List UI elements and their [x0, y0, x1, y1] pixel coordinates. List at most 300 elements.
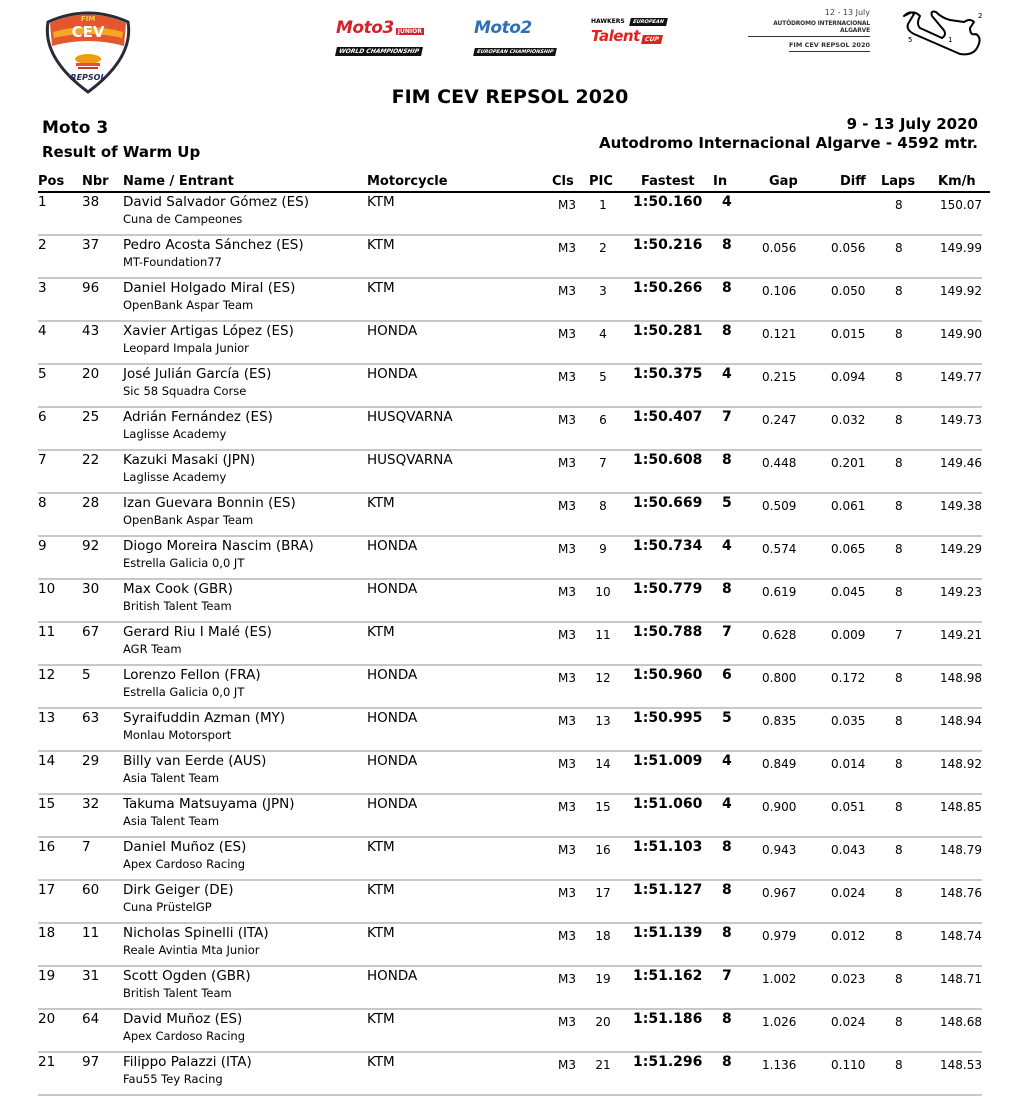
diff: 0.014	[831, 757, 866, 771]
row-pos: 19	[38, 968, 56, 984]
speed-kmh: 149.92	[940, 284, 982, 298]
table-header	[38, 174, 990, 193]
fastest-lap: 1:51.139	[633, 925, 703, 941]
laps: 8	[895, 241, 903, 255]
rider-name: Adrián Fernández (ES)	[123, 409, 273, 425]
class: M3	[558, 800, 576, 814]
header-motorcycle: Motorcycle	[367, 174, 448, 189]
motorcycle: HONDA	[367, 581, 418, 597]
position-in-class: 19	[595, 972, 611, 986]
entrant-team: Monlau Motorsport	[123, 728, 232, 742]
gap: 0.574	[762, 542, 797, 556]
speed-kmh: 149.99	[940, 241, 982, 255]
class: M3	[558, 284, 576, 298]
row-pos: 14	[38, 753, 56, 769]
fastest-lap-number: 8	[722, 581, 732, 597]
table-row	[38, 365, 982, 408]
fastest-lap-number: 8	[722, 839, 732, 855]
laps: 8	[895, 843, 903, 857]
row-pos: 6	[38, 409, 47, 425]
table-row	[38, 279, 982, 322]
gap: 0.967	[762, 886, 797, 900]
entrant-team: Laglisse Academy	[123, 470, 227, 484]
position-in-class: 11	[595, 628, 611, 642]
table-row	[38, 838, 982, 881]
header-gap: Gap	[769, 174, 798, 189]
fastest-lap-number: 8	[722, 237, 732, 253]
diff: 0.023	[831, 972, 866, 986]
gap: 1.026	[762, 1015, 797, 1029]
class: M3	[558, 714, 576, 728]
position-in-class: 16	[595, 843, 611, 857]
laps: 7	[895, 628, 903, 642]
entrant-team: MT-Foundation77	[123, 255, 222, 269]
speed-kmh: 148.94	[940, 714, 982, 728]
table-row	[38, 408, 982, 451]
moto2-european-logo: Moto2 EUROPEAN CHAMPIONSHIP	[474, 18, 574, 52]
series-logos	[336, 18, 686, 55]
gap: 0.121	[762, 327, 797, 341]
header-pic: PIC	[589, 174, 613, 189]
gap: 0.448	[762, 456, 797, 470]
rider-name: David Salvador Gómez (ES)	[123, 194, 309, 210]
class: M3	[558, 542, 576, 556]
motorcycle: HONDA	[367, 753, 418, 769]
track-map	[890, 6, 990, 58]
motorcycle: KTM	[367, 882, 395, 898]
fastest-lap-number: 7	[722, 409, 732, 425]
position-in-class: 10	[595, 585, 611, 599]
gap: 0.106	[762, 284, 797, 298]
event-dates: 9 - 13 July 2020	[846, 115, 978, 133]
rider-name: Takuma Matsuyama (JPN)	[123, 796, 295, 812]
class: M3	[558, 843, 576, 857]
svg-text:1: 1	[948, 36, 953, 44]
diff: 0.012	[831, 929, 866, 943]
position-in-class: 5	[599, 370, 607, 384]
rider-name: Dirk Geiger (DE)	[123, 882, 234, 898]
motorcycle: KTM	[367, 1011, 395, 1027]
diff: 0.032	[831, 413, 866, 427]
class: M3	[558, 241, 576, 255]
class: M3	[558, 327, 576, 341]
fastest-lap-number: 8	[722, 882, 732, 898]
position-in-class: 18	[595, 929, 611, 943]
motorcycle: HONDA	[367, 366, 418, 382]
entrant-team: Laglisse Academy	[123, 427, 227, 441]
gap: 0.900	[762, 800, 797, 814]
svg-text:2: 2	[978, 12, 983, 20]
table-body	[38, 193, 990, 1096]
rider-name: Billy van Eerde (AUS)	[123, 753, 267, 769]
position-in-class: 12	[595, 671, 611, 685]
gap: 0.509	[762, 499, 797, 513]
results-table	[38, 174, 990, 1096]
track-outline-icon	[890, 6, 990, 58]
motorcycle: KTM	[367, 624, 395, 640]
speed-kmh: 148.92	[940, 757, 982, 771]
laps: 8	[895, 1058, 903, 1072]
event-badge	[748, 8, 870, 52]
diff: 0.065	[831, 542, 866, 556]
laps: 8	[895, 972, 903, 986]
row-pos: 3	[38, 280, 47, 296]
rider-name: Kazuki Masaki (JPN)	[123, 452, 256, 468]
row-number: 32	[82, 796, 100, 812]
diff: 0.050	[831, 284, 866, 298]
cev-shield-icon	[40, 8, 136, 96]
laps: 8	[895, 327, 903, 341]
svg-text:CEV: CEV	[71, 23, 105, 41]
laps: 8	[895, 585, 903, 599]
motorcycle: KTM	[367, 194, 395, 210]
fastest-lap: 1:51.060	[633, 796, 703, 812]
table-row	[38, 537, 982, 580]
fastest-lap: 1:50.281	[633, 323, 703, 339]
row-number: 96	[82, 280, 100, 296]
rider-name: Daniel Muñoz (ES)	[123, 839, 247, 855]
fastest-lap: 1:50.669	[633, 495, 703, 511]
row-number: 28	[82, 495, 100, 511]
rider-name: Daniel Holgado Miral (ES)	[123, 280, 296, 296]
rider-name: José Julián García (ES)	[123, 366, 272, 382]
position-in-class: 3	[599, 284, 607, 298]
table-row	[38, 451, 982, 494]
rider-name: David Muñoz (ES)	[123, 1011, 243, 1027]
speed-kmh: 148.79	[940, 843, 982, 857]
row-pos: 16	[38, 839, 56, 855]
gap: 1.136	[762, 1058, 797, 1072]
fastest-lap: 1:51.162	[633, 968, 703, 984]
diff: 0.024	[831, 886, 866, 900]
position-in-class: 17	[595, 886, 611, 900]
entrant-team: British Talent Team	[123, 986, 232, 1000]
row-pos: 13	[38, 710, 56, 726]
fastest-lap: 1:50.216	[633, 237, 703, 253]
table-row	[38, 1053, 982, 1096]
row-pos: 17	[38, 882, 56, 898]
moto3-junior-logo: Moto3 JUNIOR WORLD CHAMPIONSHIP	[336, 18, 422, 55]
gap: 0.056	[762, 241, 797, 255]
header-name: Name / Entrant	[123, 174, 234, 189]
motorcycle: KTM	[367, 925, 395, 941]
row-number: 25	[82, 409, 100, 425]
fastest-lap-number: 7	[722, 968, 732, 984]
diff: 0.024	[831, 1015, 866, 1029]
header-laps: Laps	[881, 174, 916, 189]
rider-name: Lorenzo Fellon (FRA)	[123, 667, 261, 683]
rider-name: Syraifuddin Azman (MY)	[123, 710, 286, 726]
rider-name: Nicholas Spinelli (ITA)	[123, 925, 269, 941]
diff: 0.043	[831, 843, 866, 857]
diff: 0.172	[831, 671, 866, 685]
table-row	[38, 967, 982, 1010]
class: M3	[558, 628, 576, 642]
entrant-team: Cuna de Campeones	[123, 212, 243, 226]
diff: 0.035	[831, 714, 866, 728]
laps: 8	[895, 456, 903, 470]
row-pos: 9	[38, 538, 47, 554]
rider-name: Pedro Acosta Sánchez (ES)	[123, 237, 304, 253]
motorcycle: HONDA	[367, 538, 418, 554]
entrant-team: Apex Cardoso Racing	[123, 1029, 246, 1043]
diff: 0.009	[831, 628, 866, 642]
diff: 0.051	[831, 800, 866, 814]
rider-name: Scott Ogden (GBR)	[123, 968, 251, 984]
table-row	[38, 193, 982, 236]
row-number: 63	[82, 710, 100, 726]
fastest-lap-number: 4	[722, 366, 732, 382]
motorcycle: HONDA	[367, 667, 418, 683]
motorcycle: HUSQVARNA	[367, 452, 453, 468]
speed-kmh: 148.53	[940, 1058, 982, 1072]
laps: 8	[895, 284, 903, 298]
row-number: 38	[82, 194, 100, 210]
row-number: 31	[82, 968, 100, 984]
motorcycle: HONDA	[367, 323, 418, 339]
talent-cup-logo: HAWKERS EUROPEAN Talent CUP	[591, 18, 686, 52]
speed-kmh: 149.29	[940, 542, 982, 556]
table-row	[38, 752, 982, 795]
diff: 0.015	[831, 327, 866, 341]
motorcycle: HONDA	[367, 968, 418, 984]
motorcycle: HONDA	[367, 796, 418, 812]
fastest-lap: 1:51.296	[633, 1054, 703, 1070]
position-in-class: 14	[595, 757, 611, 771]
row-number: 11	[82, 925, 100, 941]
fastest-lap-number: 5	[722, 710, 732, 726]
row-pos: 20	[38, 1011, 56, 1027]
fastest-lap-number: 8	[722, 323, 732, 339]
table-row	[38, 795, 982, 838]
row-pos: 15	[38, 796, 56, 812]
entrant-team: Estrella Galicia 0,0 JT	[123, 556, 245, 570]
gap: 0.619	[762, 585, 797, 599]
table-row	[38, 924, 982, 967]
entrant-team: OpenBank Aspar Team	[123, 298, 254, 312]
speed-kmh: 149.73	[940, 413, 982, 427]
table-row	[38, 494, 982, 537]
entrant-team: British Talent Team	[123, 599, 232, 613]
laps: 8	[895, 542, 903, 556]
row-pos: 7	[38, 452, 47, 468]
gap: 1.002	[762, 972, 797, 986]
motorcycle: KTM	[367, 839, 395, 855]
class: M3	[558, 413, 576, 427]
rider-name: Izan Guevara Bonnin (ES)	[123, 495, 296, 511]
rider-name: Xavier Artigas López (ES)	[123, 323, 294, 339]
row-number: 43	[82, 323, 100, 339]
page-title: FIM CEV REPSOL 2020	[391, 86, 629, 108]
diff: 0.110	[831, 1058, 866, 1072]
fastest-lap: 1:50.608	[633, 452, 703, 468]
header-cls: Cls	[552, 174, 574, 189]
row-number: 97	[82, 1054, 100, 1070]
laps: 8	[895, 198, 903, 212]
speed-kmh: 148.98	[940, 671, 982, 685]
header-in: In	[713, 174, 728, 189]
class: M3	[558, 370, 576, 384]
header-kmh: Km/h	[938, 174, 976, 189]
row-number: 22	[82, 452, 100, 468]
class: M3	[558, 585, 576, 599]
header-fastest: Fastest	[641, 174, 695, 189]
fastest-lap-number: 8	[722, 452, 732, 468]
speed-kmh: 149.23	[940, 585, 982, 599]
diff: 0.061	[831, 499, 866, 513]
fastest-lap: 1:50.160	[633, 194, 703, 210]
laps: 8	[895, 370, 903, 384]
row-pos: 1	[38, 194, 47, 210]
header-nbr: Nbr	[82, 174, 109, 189]
svg-text:REPSOL: REPSOL	[70, 73, 106, 82]
row-pos: 8	[38, 495, 47, 511]
motorcycle: KTM	[367, 280, 395, 296]
fastest-lap: 1:50.788	[633, 624, 703, 640]
laps: 8	[895, 499, 903, 513]
rider-name: Max Cook (GBR)	[123, 581, 233, 597]
table-row	[38, 709, 982, 752]
entrant-team: Asia Talent Team	[123, 814, 220, 828]
laps: 8	[895, 671, 903, 685]
position-in-class: 4	[599, 327, 607, 341]
fastest-lap-number: 8	[722, 1054, 732, 1070]
speed-kmh: 148.68	[940, 1015, 982, 1029]
laps: 8	[895, 413, 903, 427]
class: M3	[558, 499, 576, 513]
laps: 8	[895, 757, 903, 771]
fastest-lap-number: 7	[722, 624, 732, 640]
speed-kmh: 148.71	[940, 972, 982, 986]
row-number: 7	[82, 839, 91, 855]
table-row	[38, 666, 982, 709]
fastest-lap-number: 8	[722, 925, 732, 941]
entrant-team: Fau55 Tey Racing	[123, 1072, 223, 1086]
fastest-lap: 1:50.407	[633, 409, 703, 425]
entrant-team: Cuna PrüstelGP	[123, 900, 212, 914]
fastest-lap-number: 4	[722, 753, 732, 769]
position-in-class: 8	[599, 499, 607, 513]
gap: 0.849	[762, 757, 797, 771]
venue-info: Autodromo Internacional Algarve - 4592 mtr.	[598, 134, 978, 152]
header-pos: Pos	[38, 174, 65, 189]
table-row	[38, 580, 982, 623]
row-number: 64	[82, 1011, 100, 1027]
fastest-lap-number: 4	[722, 194, 732, 210]
class: M3	[558, 198, 576, 212]
position-in-class: 20	[595, 1015, 611, 1029]
speed-kmh: 148.76	[940, 886, 982, 900]
entrant-team: AGR Team	[123, 642, 182, 656]
row-number: 30	[82, 581, 100, 597]
gap: 0.800	[762, 671, 797, 685]
speed-kmh: 149.90	[940, 327, 982, 341]
diff: 0.056	[831, 241, 866, 255]
gap: 0.979	[762, 929, 797, 943]
position-in-class: 2	[599, 241, 607, 255]
diff: 0.094	[831, 370, 866, 384]
row-number: 20	[82, 366, 100, 382]
speed-kmh: 148.74	[940, 929, 982, 943]
laps: 8	[895, 800, 903, 814]
position-in-class: 13	[595, 714, 611, 728]
fastest-lap: 1:50.995	[633, 710, 703, 726]
row-pos: 10	[38, 581, 56, 597]
class: M3	[558, 886, 576, 900]
svg-text:FIM: FIM	[80, 15, 96, 23]
gap: 0.628	[762, 628, 797, 642]
speed-kmh: 150.07	[940, 198, 982, 212]
fastest-lap: 1:50.779	[633, 581, 703, 597]
laps: 8	[895, 714, 903, 728]
fastest-lap-number: 5	[722, 495, 732, 511]
event-badge-venue: AUTÓDROMO INTERNACIONAL ALGARVE	[748, 20, 870, 37]
position-in-class: 21	[595, 1058, 611, 1072]
motorcycle: KTM	[367, 1054, 395, 1070]
entrant-team: Sic 58 Squadra Corse	[123, 384, 247, 398]
entrant-team: Reale Avintia Mta Junior	[123, 943, 260, 957]
fastest-lap-number: 4	[722, 796, 732, 812]
position-in-class: 9	[599, 542, 607, 556]
table-row	[38, 1010, 982, 1053]
session-title: Result of Warm Up	[42, 143, 201, 161]
class: M3	[558, 1058, 576, 1072]
class: M3	[558, 757, 576, 771]
table-row	[38, 236, 982, 279]
row-pos: 5	[38, 366, 47, 382]
entrant-team: Leopard Impala Junior	[123, 341, 249, 355]
speed-kmh: 148.85	[940, 800, 982, 814]
row-number: 92	[82, 538, 100, 554]
speed-kmh: 149.46	[940, 456, 982, 470]
class: M3	[558, 456, 576, 470]
class: M3	[558, 929, 576, 943]
class: M3	[558, 1015, 576, 1029]
motorcycle: KTM	[367, 237, 395, 253]
row-number: 29	[82, 753, 100, 769]
fastest-lap-number: 4	[722, 538, 732, 554]
fastest-lap-number: 8	[722, 280, 732, 296]
class-title: Moto 3	[42, 118, 109, 138]
row-number: 60	[82, 882, 100, 898]
fastest-lap: 1:51.103	[633, 839, 703, 855]
table-row	[38, 322, 982, 365]
speed-kmh: 149.77	[940, 370, 982, 384]
fastest-lap: 1:51.186	[633, 1011, 703, 1027]
position-in-class: 6	[599, 413, 607, 427]
diff: 0.201	[831, 456, 866, 470]
speed-kmh: 149.38	[940, 499, 982, 513]
event-badge-championship: FIM CEV REPSOL 2020	[789, 41, 870, 52]
cev-repsol-logo	[40, 8, 136, 96]
row-pos: 4	[38, 323, 47, 339]
position-in-class: 15	[595, 800, 611, 814]
diff: 0.045	[831, 585, 866, 599]
entrant-team: OpenBank Aspar Team	[123, 513, 254, 527]
fastest-lap: 1:50.266	[633, 280, 703, 296]
fastest-lap-number: 8	[722, 1011, 732, 1027]
row-number: 67	[82, 624, 100, 640]
rider-name: Gerard Riu I Malé (ES)	[123, 624, 272, 640]
gap: 0.247	[762, 413, 797, 427]
entrant-team: Apex Cardoso Racing	[123, 857, 246, 871]
entrant-team: Asia Talent Team	[123, 771, 220, 785]
fastest-lap-number: 6	[722, 667, 732, 683]
table-row	[38, 881, 982, 924]
fastest-lap: 1:50.734	[633, 538, 703, 554]
gap: 0.215	[762, 370, 797, 384]
svg-text:5: 5	[908, 36, 913, 44]
